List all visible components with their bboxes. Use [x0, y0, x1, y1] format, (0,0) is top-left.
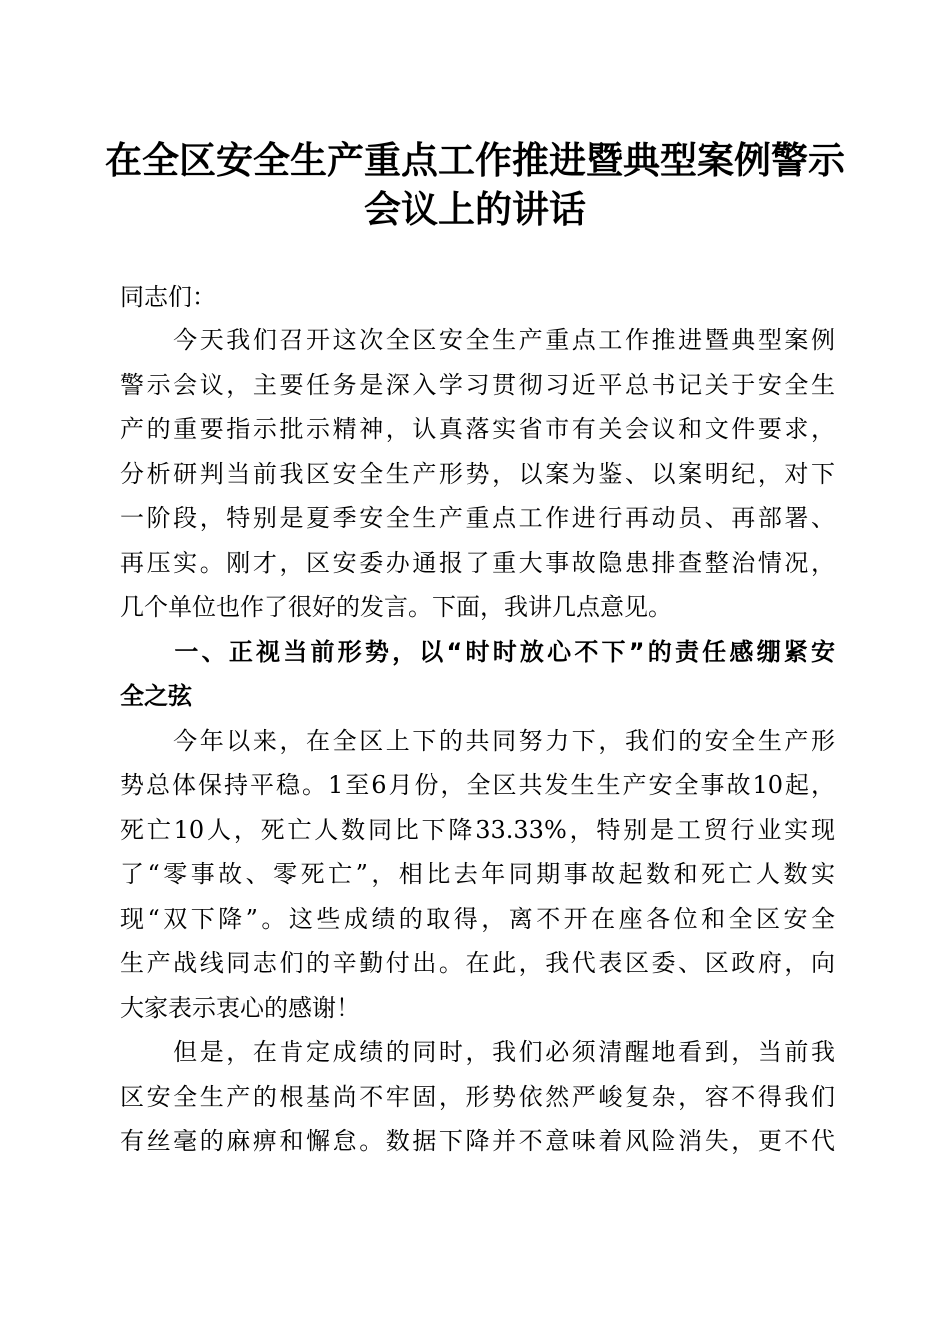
paragraph-line: 再压实。刚才，区安委办通报了重大事故隐患排查整治情况，: [120, 549, 835, 577]
document-title-line-2: 会议上的讲话: [364, 187, 586, 231]
document-title-line-1: 在全区安全生产重点工作推进暨典型案例警示: [105, 138, 845, 182]
section-heading-line: 一、正视当前形势，以“时时放心不下”的责任感绷紧安: [120, 638, 835, 666]
paragraph-line: 有丝毫的麻痹和懈怠。数据下降并不意味着风险消失，更不代: [120, 1127, 835, 1155]
salutation: 同志们：: [120, 283, 216, 311]
paragraph-line: 生产战线同志们的辛勤付出。在此，我代表区委、区政府，向: [120, 949, 835, 977]
paragraph-line: 区安全生产的根基尚不牢固，形势依然严峻复杂，容不得我们: [120, 1083, 835, 1111]
paragraph-line: 大家表示衷心的感谢！: [120, 994, 360, 1022]
paragraph-line: 分析研判当前我区安全生产形势，以案为鉴、以案明纪，对下: [120, 460, 835, 488]
paragraph-line: 势总体保持平稳。1至6月份，全区共发生生产安全事故10起，: [120, 771, 835, 799]
section-heading-line: 全之弦: [120, 682, 192, 710]
paragraph-line: 但是，在肯定成绩的同时，我们必须清醒地看到，当前我: [120, 1038, 835, 1066]
paragraph-line: 警示会议，主要任务是深入学习贯彻习近平总书记关于安全生: [120, 371, 835, 399]
paragraph-line: 今年以来，在全区上下的共同努力下，我们的安全生产形: [120, 727, 835, 755]
paragraph-line: 产的重要指示批示精神，认真落实省市有关会议和文件要求，: [120, 415, 835, 443]
paragraph-line: 了“零事故、零死亡”，相比去年同期事故起数和死亡人数实: [120, 860, 835, 888]
paragraph-line: 死亡10人，死亡人数同比下降33.33%，特别是工贸行业实现: [120, 816, 835, 844]
paragraph-line: 一阶段，特别是夏季安全生产重点工作进行再动员、再部署、: [120, 504, 835, 532]
paragraph-line: 现“双下降”。这些成绩的取得，离不开在座各位和全区安全: [120, 905, 835, 933]
paragraph-line: 今天我们召开这次全区安全生产重点工作推进暨典型案例: [120, 326, 835, 354]
paragraph-line: 几个单位也作了很好的发言。下面，我讲几点意见。: [120, 593, 672, 621]
